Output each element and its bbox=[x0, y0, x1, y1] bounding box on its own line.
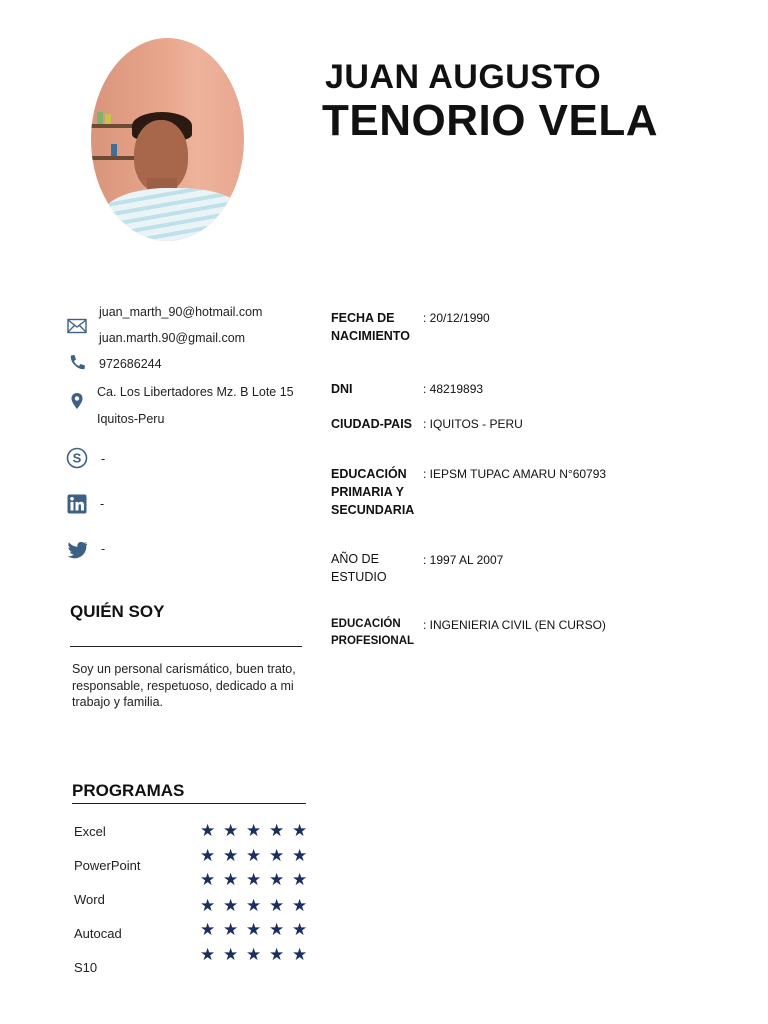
dni-label: DNI bbox=[331, 382, 353, 396]
star-icon: ★ bbox=[269, 846, 285, 865]
program-name: Excel bbox=[74, 824, 106, 839]
star-icon: ★ bbox=[200, 945, 216, 964]
programs-title: PROGRAMAS bbox=[72, 781, 185, 800]
star-icon: ★ bbox=[246, 945, 262, 964]
skype-icon bbox=[66, 447, 88, 469]
star-icon: ★ bbox=[246, 920, 262, 939]
star-icon: ★ bbox=[269, 896, 285, 915]
twitter-value: - bbox=[101, 542, 106, 556]
education-label: EDUCACIÓN PRIMARIA Y SECUNDARIA bbox=[331, 467, 415, 517]
profile-photo bbox=[91, 38, 244, 241]
star-icon: ★ bbox=[246, 896, 262, 915]
star-icon: ★ bbox=[200, 896, 216, 915]
star-icon: ★ bbox=[223, 920, 239, 939]
star-icon: ★ bbox=[200, 870, 216, 889]
first-names: JUAN AUGUSTO bbox=[325, 58, 602, 96]
star-icon: ★ bbox=[292, 920, 308, 939]
study-years-label: AÑO DE ESTUDIO bbox=[331, 552, 387, 584]
professional-education-value: : INGENIERIA CIVIL (EN CURSO) bbox=[423, 618, 606, 632]
program-name: S10 bbox=[74, 960, 98, 975]
star-icon: ★ bbox=[223, 821, 239, 840]
birth-label: FECHA DE NACIMIENTO bbox=[331, 311, 410, 343]
star-rating-row bbox=[200, 921, 315, 939]
star-icon: ★ bbox=[200, 821, 216, 840]
about-title: QUIÉN SOY bbox=[70, 602, 165, 621]
star-icon: ★ bbox=[200, 846, 216, 865]
address-line-2: Iquitos-Peru bbox=[97, 412, 165, 426]
star-icon: ★ bbox=[246, 870, 262, 889]
city-label: CIUDAD-PAIS bbox=[331, 417, 413, 431]
star-icon: ★ bbox=[269, 870, 285, 889]
star-rating-row bbox=[200, 871, 315, 889]
phone-number: 972686244 bbox=[99, 357, 162, 371]
svg-text:S: S bbox=[72, 450, 82, 466]
city-value: : IQUITOS - PERU bbox=[423, 417, 523, 431]
star-icon: ★ bbox=[292, 945, 308, 964]
about-text: Soy un personal carismático, buen trato, responsable, respetuoso, dedicado a mi trabajo y familia. bbox=[72, 662, 296, 709]
linkedin-icon bbox=[66, 493, 88, 515]
star-icon: ★ bbox=[269, 920, 285, 939]
email-primary: juan_marth_90@hotmail.com bbox=[99, 305, 263, 319]
address-line-1: Ca. Los Libertadores Mz. B Lote 15 bbox=[97, 385, 294, 399]
star-icon: ★ bbox=[292, 870, 308, 889]
email-secondary: juan.marth.90@gmail.com bbox=[99, 331, 246, 345]
star-rating-row bbox=[200, 946, 315, 964]
professional-education-label: EDUCACIÓN PROFESIONAL bbox=[331, 618, 415, 647]
star-rating-row bbox=[200, 847, 315, 865]
star-icon: ★ bbox=[292, 896, 308, 915]
star-icon: ★ bbox=[292, 821, 308, 840]
star-icon: ★ bbox=[223, 896, 239, 915]
star-icon: ★ bbox=[269, 945, 285, 964]
program-name: Word bbox=[74, 892, 105, 907]
skype-value: - bbox=[101, 452, 106, 466]
star-rating-row bbox=[200, 897, 315, 915]
star-icon: ★ bbox=[292, 846, 308, 865]
star-icon: ★ bbox=[223, 945, 239, 964]
star-icon: ★ bbox=[246, 821, 262, 840]
envelope-icon bbox=[66, 315, 88, 337]
star-icon: ★ bbox=[223, 846, 239, 865]
study-years-value: : 1997 AL 2007 bbox=[423, 553, 504, 567]
program-name: PowerPoint bbox=[74, 858, 141, 873]
star-icon: ★ bbox=[246, 846, 262, 865]
twitter-icon bbox=[66, 539, 88, 561]
dni-value: : 48219893 bbox=[423, 382, 484, 396]
star-rating-row bbox=[200, 822, 315, 840]
about-divider bbox=[70, 646, 302, 647]
star-icon: ★ bbox=[269, 821, 285, 840]
star-icon: ★ bbox=[200, 920, 216, 939]
programs-divider bbox=[72, 803, 306, 804]
last-names: TENORIO VELA bbox=[322, 96, 659, 145]
star-icon: ★ bbox=[223, 870, 239, 889]
birth-value: : 20/12/1990 bbox=[423, 311, 490, 325]
program-name: Autocad bbox=[74, 926, 122, 941]
linkedin-value: - bbox=[100, 497, 105, 511]
phone-icon bbox=[66, 352, 88, 374]
location-pin-icon bbox=[66, 390, 88, 412]
education-value: : IEPSM TUPAC AMARU N°60793 bbox=[423, 467, 607, 481]
